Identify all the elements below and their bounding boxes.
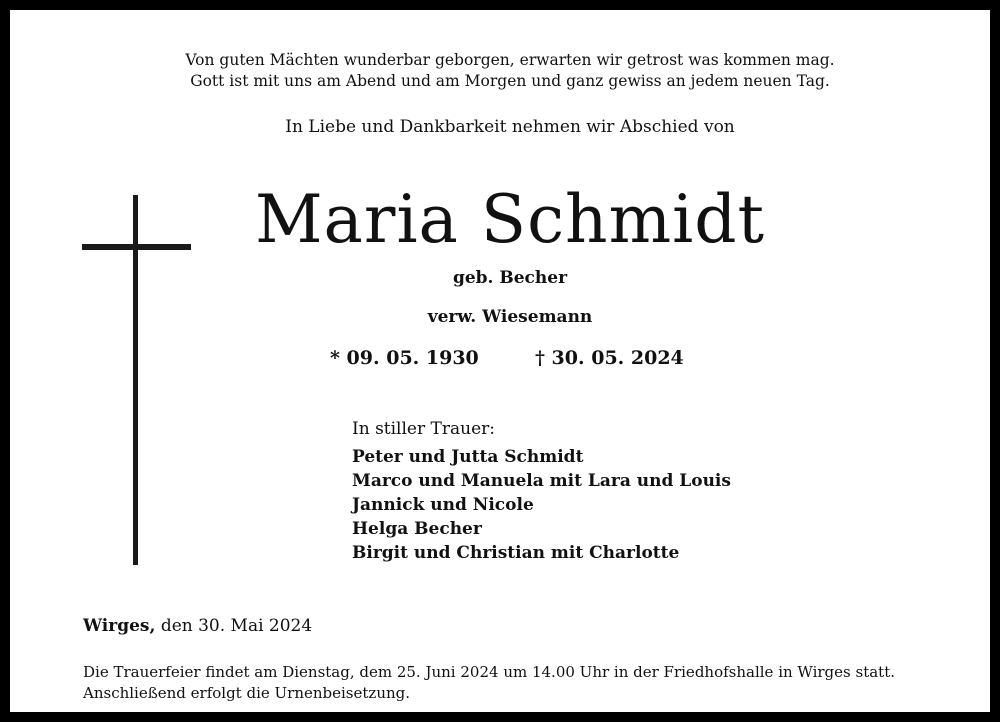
mourners-list [352,445,731,565]
mourner-name: Jannick und Nicole [352,495,534,515]
funeral-info: Die Trauerfeier findet am Dienstag, dem 25. Juni 2024 um 14.00 Uhr in der Friedhofshalle in Wirges statt. Anschließend erfolgt die Urnenbeisetzung. [83,663,895,702]
deceased-name: Maria Schmidt [254,181,766,258]
mourner-name: Birgit und Christian mit Charlotte [352,543,680,563]
birth-name: geb. Becher [452,268,568,288]
place-name: Wirges, [83,616,156,636]
notice-date: den 30. Mai 2024 [160,616,313,636]
mourners-label: In stiller Trauer: [352,419,495,439]
birth-date: * 09. 05. 1930 [330,347,479,369]
widowed-name: verw. Wiesemann [427,307,593,327]
mourners-block [352,419,731,565]
mourner-name: Marco und Manuela mit Lara und Louis [352,471,731,491]
quote-line-2: Gott ist mit uns am Abend und am Morgen und ganz gewiss an jedem neuen Tag. [190,72,830,90]
quote [10,50,1000,92]
mourner-name: Helga Becher [352,519,482,539]
death-date: † 30. 05. 2024 [535,347,684,369]
quote-line-1: Von guten Mächten wunderbar geborgen, erwarten wir getrost was kommen mag. [185,51,835,69]
mourner-name: Peter und Jutta Schmidt [352,447,584,467]
intro-text: In Liebe und Dankbarkeit nehmen wir Abschied von [285,117,735,137]
place-date-line [83,616,312,636]
